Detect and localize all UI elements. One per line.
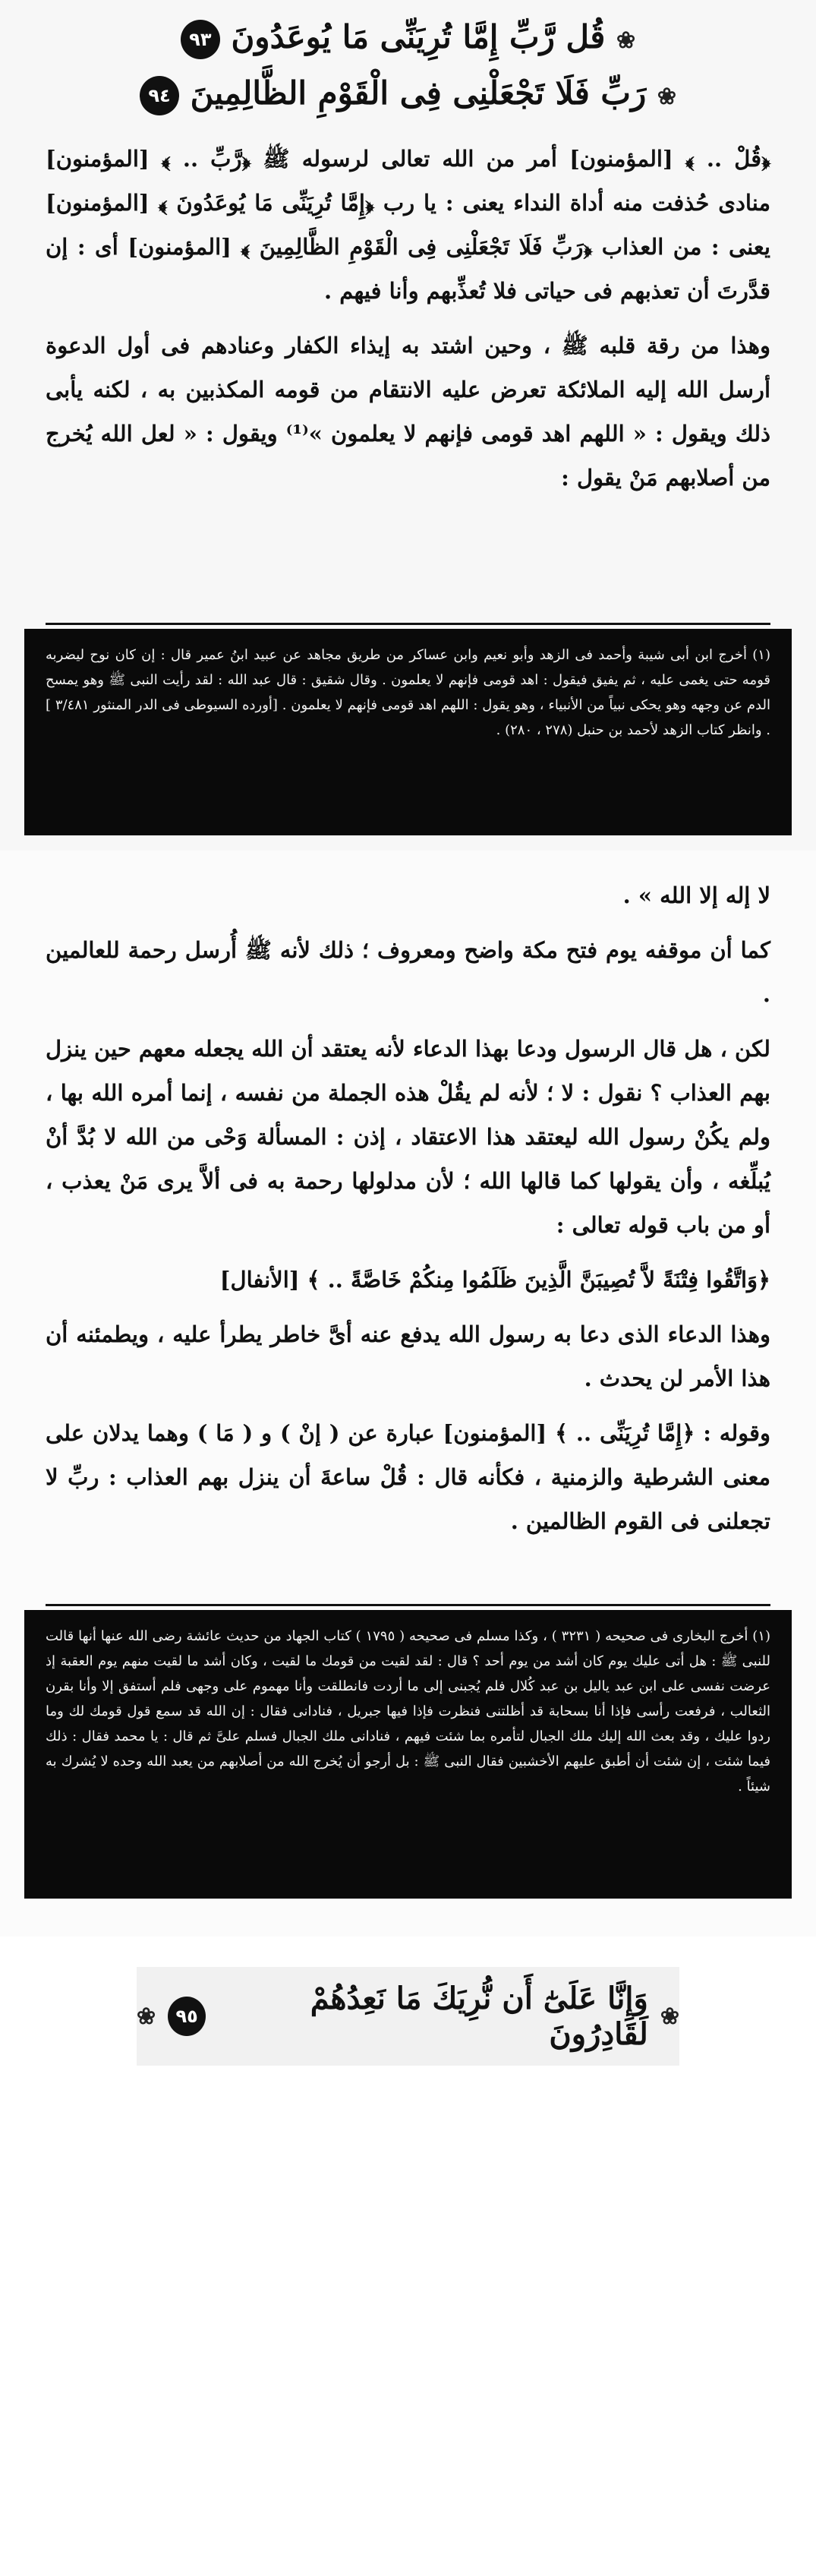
page-section-3 [0, 1937, 816, 2576]
footnote-divider [46, 623, 770, 625]
verse-banner-93 [114, 14, 702, 65]
verse-number-badge: ٩٤ [140, 76, 179, 115]
ornament-icon: ❀ [616, 27, 636, 54]
footnote-divider [46, 1604, 770, 1606]
commentary-paragraph: كما أن موقفه يوم فتح مكة واضح ومعروف ؛ ذلك لأنه ﷺ أُرسل رحمة للعالمين . [46, 937, 770, 1007]
ornament-icon: ❀ [137, 2003, 156, 2030]
page-section-2 [0, 851, 816, 1937]
verse-banner-95 [137, 1967, 679, 2066]
verse-text: قُل رَّبِّ إِمَّا تُرِيَنِّى مَا يُوعَدُونَ [231, 18, 606, 55]
quran-quote: ﴿وَاتَّقُوا فِتْنَةً لاَّ تُصِيبَنَّ الَّذِينَ ظَلَمُوا مِنكُمْ خَاصَّةً .. ﴾ [الأنفال] [219, 1267, 770, 1293]
page-section-1 [0, 0, 816, 851]
commentary-paragraph: لا إله إلا الله » . [622, 882, 770, 908]
verse-text: رَبِّ فَلَا تَجْعَلْنِى فِى الْقَوْمِ الظَّالِمِينَ [190, 74, 647, 112]
ornament-icon: ❀ [660, 2003, 679, 2030]
commentary-paragraph: وهذا من رقة قلبه ﷺ ، وحين اشتد به إيذاء الكفار وعنادهم فى أول الدعوة أرسل الله إليه الملائكة تعرض عليه الانتقام من قومه المكذبين به ، لكنه يأبى ذلك ويقول : « اللهم اهد قومى فإنهم لا يعلمون »⁽¹⁾ ويقول : « لعل الله يُخرج من أصلابهم مَنْ يقول : [46, 333, 771, 491]
commentary-paragraph: وهذا الدعاء الذى دعا به رسول الله يدفع عنه أىَّ خاطر يطرأ عليه ، ويطمئنه أن هذا الأمر لن يحدث . [46, 1321, 770, 1391]
commentary-paragraph: لكن ، هل قال الرسول ودعا بهذا الدعاء لأنه يعتقد أن الله يجعله معهم حين ينزل بهم العذاب ؟ نقول : لا ؛ لأنه لم يقُلْ هذه الجملة من نفسه ، إنما أمره الله بها ، ولم يكُنْ رسول الله ليعتقد هذا الاعتقاد ، إذن : المسألة وَحْى من الله لا بُدَّ أنْ يُبلِّغه ، وأن يقولها كما قالها الله ؛ لأن مدلولها رحمة به فى ألاَّ يرى مَنْ يعذب ، أو من باب قوله تعالى : [46, 1036, 770, 1238]
verse-text: وَإِنَّا عَلَىٰٓ أَن نُّرِيَكَ مَا نَعِدُهُمْ لَقَادِرُونَ [310, 1981, 648, 2052]
verse-number-badge: ٩٥ [168, 1997, 206, 2036]
verse-number-badge: ٩٣ [181, 20, 220, 59]
commentary-paragraph: ﴿قُلْ .. ﴾ [المؤمنون] أمر من الله تعالى لرسوله ﷺ ﴿رَّبِّ .. ﴾ [المؤمنون] منادى حُذفت منه أداة النداء يعنى : يا رب ﴿إِمَّا تُرِيَنِّى مَا يُوعَدُونَ ﴾ [المؤمنون] يعنى : من العذاب ﴿رَبِّ فَلَا تَجْعَلْنِى فِى الْقَوْمِ الظَّالِمِينَ ﴾ [المؤمنون] أى : إن قدَّرتَ أن تعذبهم فى حياتى فلا تُعذِّبهم وأنا فيهم . [46, 146, 770, 304]
commentary-body [46, 137, 770, 510]
footnote-block: (١) أخرج البخارى فى صحيحه ( ٣٢٣١ ) ، وكذا مسلم فى صحيحه ( ١٧٩٥ ) كتاب الجهاد من حديث عائشة رضى الله عنها أنها قالت للنبى ﷺ : هل أتى عليك يوم كان أشد من يوم أحد ؟ قال : لقد لقيت من قومك ما لقيت ، وكان أشد ما لقيت منهم يوم العقبة إذ عرضت نفسى على ابن عبد ياليل بن عبد كُلال فلم يُجبنى إلى ما أردت فانطلقت وأنا مهموم على وجهى فلم أستفق إلا وأنا بقرن الثعالب ، فرفعت رأسى فإذا أنا بسحابة قد أظلتنى فنظرت فإذا فيها جبريل ، فنادانى فقال : إن الله قد سمع قول قومك لك وما ردوا عليك ، وقد بعث الله إليك ملك الجبال لتأمره بما شئت فيهم ، فنادانى ملك الجبال فسلم علىَّ ثم قال : يا محمد فقال : ذلك فيما شئت ، إن شئت أن أطبق عليهم الأخشبين فقال النبى ﷺ : بل أرجو أن يُخرج الله من أصلابهم من يعبد الله وحده لا يُشرك به شيئاً . [24, 1610, 792, 1899]
commentary-paragraph: وقوله : ﴿إِمَّا تُرِيَنِّى .. ﴾ [المؤمنون] عبارة عن ( إنْ ) و ( مَا ) وهما يدلان على معنى الشرطية والزمنية ، فكأنه قال : قُلْ ساعةَ أن ينزل بهم العذاب : ربِّ لا تجعلنى فى القوم الظالمين . [46, 1420, 770, 1534]
verse-banner-94 [114, 70, 702, 121]
footnote-block: (١) أخرج ابن أبى شيبة وأحمد فى الزهد وأبو نعيم وابن عساكر من طريق مجاهد عن عبيد ابنُ عمير قال : إن كان نوح ليضربه قومه حتى يغمى عليه ، ثم يفيق فيقول : اهد قومى فإنهم لا يعلمون . وقال شقيق : قال عبد الله : لقد رأيت النبى ﷺ وهو يمسح الدم عن وجهه وهو يحكى نبياً من الأنبياء ، وهو يقول : اللهم اهد قومى فإنهم لا يعلمون . [أورده السيوطى فى الدر المنثور ٣/٤٨١ ] . وانظر كتاب الزهد لأحمد بن حنبل (٢٧٨ ، ٢٨٠) . [24, 629, 792, 835]
ornament-icon: ❀ [657, 84, 677, 110]
commentary-body [46, 873, 770, 1554]
